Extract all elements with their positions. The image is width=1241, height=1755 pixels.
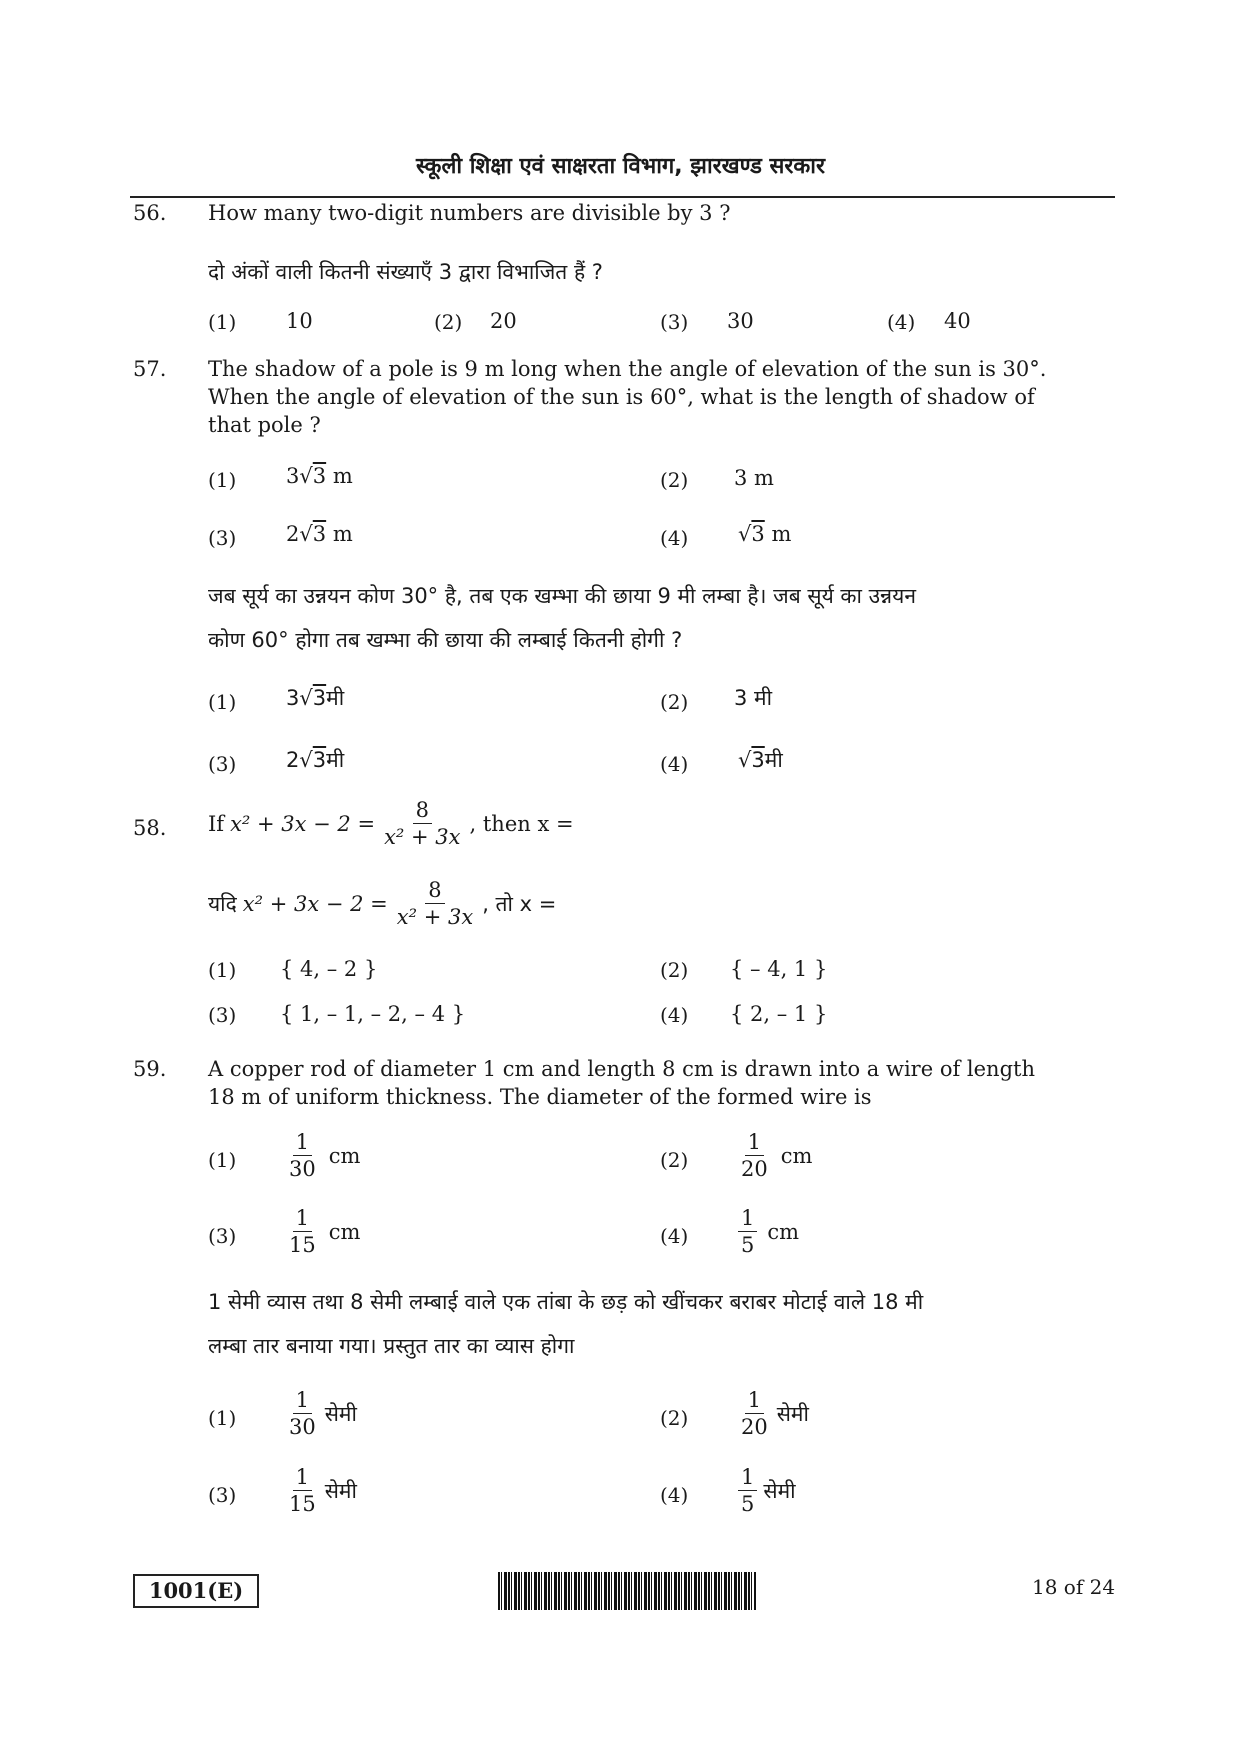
option-value: 40 <box>944 309 971 333</box>
option-number: (4) <box>660 1483 689 1507</box>
option-value: $\frac{1}{5}$ सेमी <box>738 1467 796 1515</box>
question-number: 59. <box>133 1057 167 1081</box>
option-number: (4) <box>660 526 689 550</box>
option-value: 2√3 m <box>286 522 353 546</box>
question-equation-hi: यदि x² + 3x − 2 = $\frac{8}{\text{x² + 3x}}$ , तो x = <box>208 878 557 929</box>
question-text-hi-line: कोण 60° होगा तब खम्भा की छाया की लम्बाई कितनी होगी ? <box>208 628 683 652</box>
barcode-icon <box>498 1572 756 1610</box>
option-number: (4) <box>660 1224 689 1248</box>
option-value: { – 4, 1 } <box>730 957 828 981</box>
option-value: 3√3मी <box>286 686 345 710</box>
option-value: $\frac{1}{15}$ cm <box>289 1206 361 1257</box>
option-number: (3) <box>208 526 237 550</box>
option-number: (3) <box>660 310 689 334</box>
option-value: 2√3मी <box>286 748 345 772</box>
question-number: 57. <box>133 357 167 381</box>
question-number: 58. <box>133 816 167 840</box>
option-value: $\frac{1}{5}$ cm <box>738 1208 799 1256</box>
option-value: 20 <box>490 309 517 333</box>
option-number: (2) <box>660 468 689 492</box>
option-number: (2) <box>660 690 689 714</box>
question-text-en: How many two-digit numbers are divisible by 3 ? <box>208 201 731 225</box>
option-value: $\frac{1}{30}$ cm <box>289 1130 361 1181</box>
question-text-en-line: The shadow of a pole is 9 m long when the angle of elevation of the sun is 30°. <box>208 357 1047 381</box>
option-number: (3) <box>208 1224 237 1248</box>
question-text-en-line: When the angle of elevation of the sun is 60°, what is the length of shadow of <box>208 385 1035 409</box>
option-value: 3 मी <box>734 686 773 710</box>
option-value: 10 <box>286 309 313 333</box>
option-value: $\frac{1}{20}$ सेमी <box>741 1388 809 1439</box>
option-number: (4) <box>887 310 916 334</box>
option-value: $\frac{1}{30}$ सेमी <box>289 1388 357 1439</box>
option-number: (1) <box>208 958 237 982</box>
header-rule <box>130 196 1115 198</box>
question-text-hi-line: जब सूर्य का उन्नयन कोण 30° है, तब एक खम्भा की छाया 9 मी लम्बा है। जब सूर्य का उन्नयन <box>208 584 916 608</box>
option-number: (3) <box>208 1483 237 1507</box>
question-text-hi-line: लम्बा तार बनाया गया। प्रस्तुत तार का व्यास होगा <box>208 1334 575 1358</box>
option-number: (2) <box>660 1406 689 1430</box>
option-number: (3) <box>208 1003 237 1027</box>
option-value: { 1, – 1, – 2, – 4 } <box>280 1002 466 1026</box>
option-number: (1) <box>208 1148 237 1172</box>
option-number: (4) <box>660 752 689 776</box>
option-number: (1) <box>208 468 237 492</box>
option-number: (1) <box>208 310 237 334</box>
page-header: स्कूली शिक्षा एवं साक्षरता विभाग, झारखण्ड सरकार <box>416 154 825 179</box>
option-value: $\frac{1}{20}$ cm <box>741 1130 813 1181</box>
option-value: { 2, – 1 } <box>730 1002 828 1026</box>
option-number: (2) <box>660 958 689 982</box>
option-number: (3) <box>208 752 237 776</box>
option-number: (4) <box>660 1003 689 1027</box>
option-number: (2) <box>434 310 463 334</box>
option-number: (2) <box>660 1148 689 1172</box>
option-value: 3 m <box>734 466 774 490</box>
option-number: (1) <box>208 690 237 714</box>
option-value: 30 <box>727 309 754 333</box>
question-number: 56. <box>133 201 167 225</box>
question-text-en-line: A copper rod of diameter 1 cm and length 8 cm is drawn into a wire of length <box>208 1057 1035 1081</box>
option-value: √3 m <box>738 522 792 546</box>
option-value: √3मी <box>738 748 783 772</box>
question-text-en-line: that pole ? <box>208 413 321 437</box>
option-value: $\frac{1}{15}$ सेमी <box>289 1465 357 1516</box>
option-value: { 4, – 2 } <box>280 957 378 981</box>
option-value: 3√3 m <box>286 464 353 488</box>
question-text-en-line: 18 m of uniform thickness. The diameter of the formed wire is <box>208 1085 872 1109</box>
question-equation-en: If x² + 3x − 2 = $\frac{8}{\text{x² + 3x}}$ , then x = <box>208 798 574 849</box>
question-text-hi: दो अंकों वाली कितनी संख्याएँ 3 द्वारा विभाजित हैं ? <box>208 260 603 284</box>
question-text-hi-line: 1 सेमी व्यास तथा 8 सेमी लम्बाई वाले एक तांबा के छड़ को खींचकर बराबर मोटाई वाले 18 मी <box>208 1290 924 1314</box>
paper-code: 1001(E) <box>133 1574 259 1608</box>
option-number: (1) <box>208 1406 237 1430</box>
page-number: 18 of 24 <box>1032 1575 1116 1599</box>
